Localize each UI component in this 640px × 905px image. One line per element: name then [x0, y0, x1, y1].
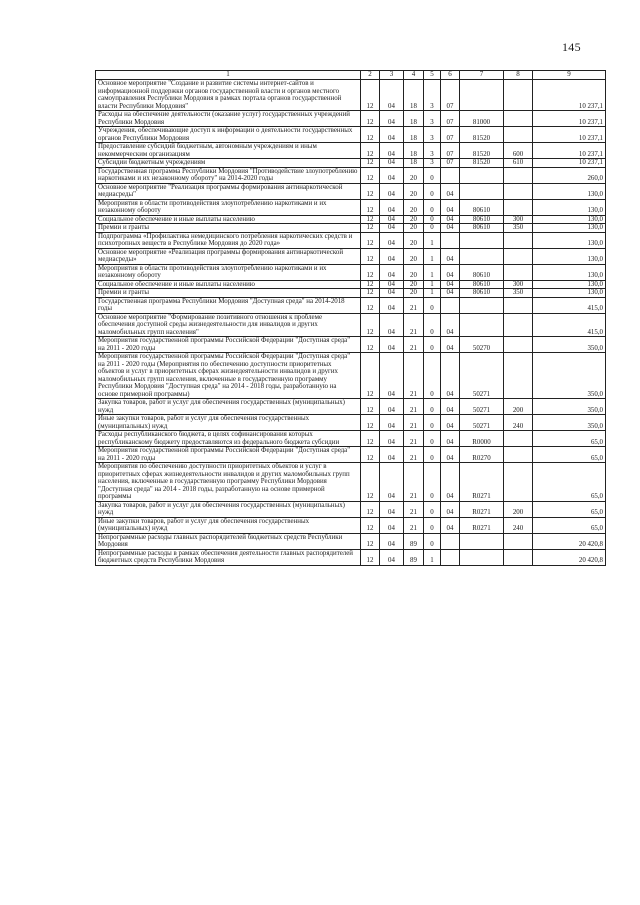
code-subprogram: 0	[424, 353, 441, 399]
code-subsection: 04	[380, 199, 404, 215]
code-expense-type: 600	[504, 143, 533, 159]
code-measure	[441, 232, 460, 248]
table-row	[96, 353, 606, 399]
code-section: 12	[361, 143, 380, 159]
code-subprogram: 0	[424, 297, 441, 313]
code-subprogram: 0	[424, 224, 441, 233]
code-program: 21	[404, 353, 424, 399]
code-subprogram: 0	[424, 431, 441, 447]
row-description: Непрограммные расходы в рамках обеспечения деятельности главных распорядителей бюджетных средств Республики Мордовия	[96, 549, 361, 565]
code-subsection: 04	[380, 280, 404, 289]
page-number: 145	[562, 40, 581, 54]
code-subsection: 04	[380, 143, 404, 159]
code-subsection: 04	[380, 313, 404, 337]
code-subprogram: 0	[424, 501, 441, 517]
code-subsection: 04	[380, 517, 404, 533]
header-cell: 4	[404, 71, 424, 80]
code-direction: R0270	[460, 447, 504, 463]
code-program: 21	[404, 399, 424, 415]
code-subsection: 04	[380, 533, 404, 549]
code-direction	[460, 313, 504, 337]
code-program: 18	[404, 111, 424, 127]
code-subprogram: 3	[424, 159, 441, 168]
code-subprogram: 1	[424, 280, 441, 289]
code-measure: 04	[441, 501, 460, 517]
code-subsection: 04	[380, 127, 404, 143]
code-measure: 04	[441, 280, 460, 289]
code-program: 21	[404, 517, 424, 533]
row-description: Подпрограмма «Профилактика немедицинского потребления наркотических средств и психотропных веществ в Республике Мордовия до 2020 года»	[96, 232, 361, 248]
code-subsection: 04	[380, 549, 404, 565]
code-section: 12	[361, 248, 380, 264]
row-description: Основное мероприятие «Реализация программы формирования антинаркотической медиасреды»	[96, 248, 361, 264]
row-description: Социальное обеспечение и иные выплаты населению	[96, 215, 361, 224]
table-row	[96, 431, 606, 447]
code-direction: 80610	[460, 215, 504, 224]
code-program: 18	[404, 143, 424, 159]
row-description: Расходы республиканского бюджета, в целях софинансирования которых республиканскому бюджету предоставляются из федерального бюджета субсидии	[96, 431, 361, 447]
code-section: 12	[361, 447, 380, 463]
code-subsection: 04	[380, 183, 404, 199]
row-description: Основное мероприятие "Формирование позитивного отношения к проблеме обеспечения доступной среды жизнедеятельности для инвалидов и других маломобильных групп населения"	[96, 313, 361, 337]
code-program: 21	[404, 463, 424, 502]
row-description: Государственная программа Республики Мордовия "Противодействие злоупотреблению наркотиками и их незаконному обороту" на 2014-2020 годы	[96, 167, 361, 183]
row-description: Мероприятия государственной программы Российской Федерации "Доступная среда" на 2011 - 2020 годы (Мероприятия по обеспечению доступности приоритетных объектов и услуг в приоритетных сферах жизнедеятельности инвалидов и других маломобильных групп населения, включенные в государственную программу Республики Мордовия "Доступная среда" на 2014 - 2018 годы, разработанную на основе примерной программы)	[96, 353, 361, 399]
code-subprogram: 0	[424, 399, 441, 415]
code-measure: 04	[441, 248, 460, 264]
table-row	[96, 127, 606, 143]
code-direction	[460, 533, 504, 549]
row-amount: 260,0	[533, 167, 606, 183]
code-expense-type	[504, 297, 533, 313]
table-row	[96, 111, 606, 127]
table-header-row	[96, 71, 606, 80]
code-subprogram: 3	[424, 111, 441, 127]
table-row	[96, 533, 606, 549]
code-direction: 50271	[460, 399, 504, 415]
code-expense-type: 200	[504, 501, 533, 517]
code-section: 12	[361, 167, 380, 183]
code-section: 12	[361, 280, 380, 289]
code-direction: R0000	[460, 431, 504, 447]
code-expense-type: 350	[504, 289, 533, 298]
row-amount: 20 420,8	[533, 549, 606, 565]
code-measure: 07	[441, 111, 460, 127]
code-direction: 80610	[460, 264, 504, 280]
code-subprogram: 0	[424, 447, 441, 463]
code-expense-type	[504, 80, 533, 111]
code-expense-type	[504, 533, 533, 549]
row-description: Непрограммные расходы главных распорядителей бюджетных средств Республики Мордовия	[96, 533, 361, 549]
table-row	[96, 297, 606, 313]
code-expense-type	[504, 199, 533, 215]
code-direction: 50271	[460, 415, 504, 431]
code-section: 12	[361, 517, 380, 533]
code-expense-type	[504, 313, 533, 337]
code-measure	[441, 167, 460, 183]
header-cell: 8	[504, 71, 533, 80]
row-amount: 130,0	[533, 215, 606, 224]
code-measure: 04	[441, 431, 460, 447]
row-description: Иные закупки товаров, работ и услуг для обеспечения государственных (муниципальных) нужд	[96, 415, 361, 431]
code-section: 12	[361, 183, 380, 199]
code-expense-type	[504, 549, 533, 565]
code-section: 12	[361, 215, 380, 224]
row-amount: 130,0	[533, 289, 606, 298]
row-description: Закупка товаров, работ и услуг для обеспечения государственных (муниципальных) нужд	[96, 399, 361, 415]
table-row	[96, 549, 606, 565]
code-program: 20	[404, 232, 424, 248]
code-expense-type	[504, 248, 533, 264]
code-subsection: 04	[380, 80, 404, 111]
code-measure: 04	[441, 313, 460, 337]
code-measure: 04	[441, 183, 460, 199]
code-subprogram: 0	[424, 415, 441, 431]
code-measure: 04	[441, 264, 460, 280]
code-program: 20	[404, 183, 424, 199]
row-amount: 65,0	[533, 431, 606, 447]
code-section: 12	[361, 232, 380, 248]
code-direction	[460, 248, 504, 264]
code-direction: 81000	[460, 111, 504, 127]
table-row	[96, 289, 606, 298]
row-description: Мероприятия по обеспечению доступности приоритетных объектов и услуг в приоритетных сферах жизнедеятельности инвалидов и других маломобильных групп населения, включенные в государственную программу Республики Мордовия "Доступная среда" на 2014 - 2018 годы, разработанную на основе примерной программы	[96, 463, 361, 502]
row-description: Учреждения, обеспечивающие доступ к информации о деятельности государственных органов Республики Мордовия	[96, 127, 361, 143]
code-subprogram: 3	[424, 127, 441, 143]
code-program: 21	[404, 313, 424, 337]
row-amount: 415,0	[533, 313, 606, 337]
code-subprogram: 0	[424, 199, 441, 215]
code-measure: 04	[441, 415, 460, 431]
code-subprogram: 1	[424, 549, 441, 565]
code-direction	[460, 183, 504, 199]
code-section: 12	[361, 224, 380, 233]
code-measure: 04	[441, 224, 460, 233]
code-direction: 50271	[460, 353, 504, 399]
row-description: Предоставление субсидий бюджетным, автономным учреждениям и иным некоммерческим организациям	[96, 143, 361, 159]
code-section: 12	[361, 431, 380, 447]
table-row	[96, 80, 606, 111]
code-subprogram: 0	[424, 167, 441, 183]
row-amount: 65,0	[533, 501, 606, 517]
code-section: 12	[361, 264, 380, 280]
header-cell: 7	[460, 71, 504, 80]
code-expense-type	[504, 447, 533, 463]
code-program: 18	[404, 127, 424, 143]
row-description: Мероприятия государственной программы Российской Федерации "Доступная среда" на 2011 - 2020 годы	[96, 447, 361, 463]
table-row	[96, 167, 606, 183]
row-amount: 65,0	[533, 517, 606, 533]
code-section: 12	[361, 297, 380, 313]
table-row	[96, 415, 606, 431]
table-row	[96, 313, 606, 337]
row-description: Закупка товаров, работ и услуг для обеспечения государственных (муниципальных) нужд	[96, 501, 361, 517]
code-measure: 04	[441, 289, 460, 298]
code-subsection: 04	[380, 337, 404, 353]
code-subprogram: 1	[424, 289, 441, 298]
code-section: 12	[361, 159, 380, 168]
code-expense-type: 350	[504, 224, 533, 233]
code-program: 20	[404, 224, 424, 233]
code-measure: 07	[441, 80, 460, 111]
code-direction: R0271	[460, 517, 504, 533]
code-subsection: 04	[380, 111, 404, 127]
code-subsection: 04	[380, 297, 404, 313]
code-section: 12	[361, 533, 380, 549]
header-cell: 6	[441, 71, 460, 80]
row-description: Расходы на обеспечение деятельности (оказание услуг) государственных учреждений Республики Мордовия	[96, 111, 361, 127]
code-subsection: 04	[380, 399, 404, 415]
code-direction: R0271	[460, 463, 504, 502]
table-row	[96, 215, 606, 224]
code-direction: 80610	[460, 289, 504, 298]
code-expense-type	[504, 337, 533, 353]
row-description: Основное мероприятие "Реализация программы формирования антинаркотической медиасреды"	[96, 183, 361, 199]
row-amount: 130,0	[533, 264, 606, 280]
row-amount: 65,0	[533, 463, 606, 502]
code-subsection: 04	[380, 215, 404, 224]
row-amount: 65,0	[533, 447, 606, 463]
table-row	[96, 501, 606, 517]
code-subsection: 04	[380, 248, 404, 264]
row-amount: 130,0	[533, 224, 606, 233]
code-expense-type	[504, 463, 533, 502]
table-row	[96, 280, 606, 289]
row-description: Мероприятия в области противодействия злоупотреблению наркотиками и их незаконному обороту	[96, 264, 361, 280]
code-section: 12	[361, 549, 380, 565]
code-measure	[441, 549, 460, 565]
row-description: Социальное обеспечение и иные выплаты населению	[96, 280, 361, 289]
table-row	[96, 463, 606, 502]
table-row	[96, 399, 606, 415]
code-expense-type	[504, 127, 533, 143]
row-description: Премии и гранты	[96, 224, 361, 233]
code-measure: 04	[441, 215, 460, 224]
code-program: 20	[404, 280, 424, 289]
code-subprogram: 0	[424, 215, 441, 224]
code-expense-type: 300	[504, 280, 533, 289]
code-subprogram: 0	[424, 463, 441, 502]
code-section: 12	[361, 415, 380, 431]
code-direction: 80610	[460, 224, 504, 233]
table-row	[96, 199, 606, 215]
code-expense-type	[504, 111, 533, 127]
code-subprogram: 1	[424, 248, 441, 264]
code-expense-type	[504, 264, 533, 280]
code-measure: 04	[441, 447, 460, 463]
code-subprogram: 0	[424, 313, 441, 337]
table-body	[96, 80, 606, 566]
row-amount: 350,0	[533, 399, 606, 415]
code-subsection: 04	[380, 289, 404, 298]
code-subprogram: 0	[424, 183, 441, 199]
code-subsection: 04	[380, 431, 404, 447]
code-program: 21	[404, 447, 424, 463]
table-row	[96, 517, 606, 533]
code-section: 12	[361, 313, 380, 337]
table-row	[96, 224, 606, 233]
row-description: Премии и гранты	[96, 289, 361, 298]
code-program: 21	[404, 501, 424, 517]
table-row	[96, 159, 606, 168]
code-subprogram: 1	[424, 232, 441, 248]
row-amount: 10 237,1	[533, 159, 606, 168]
code-measure	[441, 533, 460, 549]
code-measure: 07	[441, 159, 460, 168]
code-direction	[460, 80, 504, 111]
code-expense-type: 240	[504, 415, 533, 431]
code-subsection: 04	[380, 501, 404, 517]
row-amount: 10 237,1	[533, 143, 606, 159]
code-section: 12	[361, 337, 380, 353]
code-subprogram: 0	[424, 337, 441, 353]
code-measure: 04	[441, 399, 460, 415]
code-measure: 07	[441, 127, 460, 143]
code-program: 21	[404, 337, 424, 353]
code-section: 12	[361, 199, 380, 215]
code-measure: 07	[441, 143, 460, 159]
code-expense-type	[504, 167, 533, 183]
header-cell: 3	[380, 71, 404, 80]
row-description: Основное мероприятие "Создание и развитие системы интернет-сайтов и информационной поддержки органов государственной власти и органов местного самоуправления Республики Мордовия в рамках портала органов государственной власти Республики Мордовия"	[96, 80, 361, 111]
code-program: 21	[404, 415, 424, 431]
code-measure: 04	[441, 517, 460, 533]
code-subprogram: 0	[424, 533, 441, 549]
code-measure: 04	[441, 463, 460, 502]
code-section: 12	[361, 399, 380, 415]
code-expense-type	[504, 353, 533, 399]
code-program: 89	[404, 549, 424, 565]
code-subsection: 04	[380, 463, 404, 502]
code-expense-type	[504, 232, 533, 248]
table-row	[96, 264, 606, 280]
code-program: 18	[404, 80, 424, 111]
code-direction: R0271	[460, 501, 504, 517]
row-description: Мероприятия в области противодействия злоупотреблению наркотиками и их незаконному обороту	[96, 199, 361, 215]
code-subsection: 04	[380, 167, 404, 183]
code-subsection: 04	[380, 224, 404, 233]
code-direction: 81520	[460, 127, 504, 143]
table-row	[96, 337, 606, 353]
code-program: 18	[404, 159, 424, 168]
row-amount: 350,0	[533, 337, 606, 353]
code-program: 89	[404, 533, 424, 549]
code-measure: 04	[441, 337, 460, 353]
code-direction	[460, 549, 504, 565]
code-expense-type	[504, 431, 533, 447]
row-amount: 130,0	[533, 280, 606, 289]
code-subsection: 04	[380, 264, 404, 280]
budget-table	[95, 70, 606, 566]
row-amount: 350,0	[533, 415, 606, 431]
row-amount: 415,0	[533, 297, 606, 313]
code-section: 12	[361, 127, 380, 143]
row-description: Государственная программа Республики Мордовия "Доступная среда" на 2014-2018 годы	[96, 297, 361, 313]
code-subsection: 04	[380, 415, 404, 431]
code-program: 21	[404, 431, 424, 447]
row-description: Мероприятия государственной программы Российской Федерации "Доступная среда" на 2011 - 2020 годы	[96, 337, 361, 353]
code-program: 20	[404, 167, 424, 183]
row-amount: 350,0	[533, 353, 606, 399]
row-amount: 20 420,8	[533, 533, 606, 549]
code-program: 20	[404, 248, 424, 264]
code-direction: 80610	[460, 280, 504, 289]
code-subsection: 04	[380, 353, 404, 399]
row-amount: 130,0	[533, 183, 606, 199]
code-direction: 80610	[460, 199, 504, 215]
code-section: 12	[361, 501, 380, 517]
code-section: 12	[361, 289, 380, 298]
code-program: 20	[404, 199, 424, 215]
code-measure: 04	[441, 353, 460, 399]
header-cell: 5	[424, 71, 441, 80]
code-direction: 50270	[460, 337, 504, 353]
code-subprogram: 1	[424, 264, 441, 280]
code-expense-type: 240	[504, 517, 533, 533]
code-measure: 04	[441, 199, 460, 215]
code-program: 21	[404, 297, 424, 313]
code-direction: 81520	[460, 159, 504, 168]
code-subsection: 04	[380, 232, 404, 248]
row-description: Субсидии бюджетным учреждениям	[96, 159, 361, 168]
code-section: 12	[361, 80, 380, 111]
code-subprogram: 0	[424, 517, 441, 533]
code-direction	[460, 297, 504, 313]
row-amount: 10 237,1	[533, 111, 606, 127]
code-subprogram: 3	[424, 143, 441, 159]
code-subprogram: 3	[424, 80, 441, 111]
row-amount: 130,0	[533, 232, 606, 248]
code-program: 20	[404, 264, 424, 280]
code-direction: 81520	[460, 143, 504, 159]
code-direction	[460, 167, 504, 183]
code-section: 12	[361, 463, 380, 502]
code-expense-type: 200	[504, 399, 533, 415]
table-row	[96, 143, 606, 159]
header-cell: 2	[361, 71, 380, 80]
table-row	[96, 183, 606, 199]
code-section: 12	[361, 353, 380, 399]
code-expense-type	[504, 183, 533, 199]
table-row	[96, 232, 606, 248]
code-direction	[460, 232, 504, 248]
table-row	[96, 248, 606, 264]
row-description: Иные закупки товаров, работ и услуг для обеспечения государственных (муниципальных) нужд	[96, 517, 361, 533]
code-program: 20	[404, 215, 424, 224]
row-amount: 10 237,1	[533, 80, 606, 111]
code-subsection: 04	[380, 159, 404, 168]
code-program: 20	[404, 289, 424, 298]
code-subsection: 04	[380, 447, 404, 463]
row-amount: 10 237,1	[533, 127, 606, 143]
code-expense-type: 300	[504, 215, 533, 224]
header-cell: 1	[96, 71, 361, 80]
header-cell: 9	[533, 71, 606, 80]
code-section: 12	[361, 111, 380, 127]
row-amount: 130,0	[533, 199, 606, 215]
row-amount: 130,0	[533, 248, 606, 264]
table-row	[96, 447, 606, 463]
code-expense-type: 610	[504, 159, 533, 168]
code-measure	[441, 297, 460, 313]
